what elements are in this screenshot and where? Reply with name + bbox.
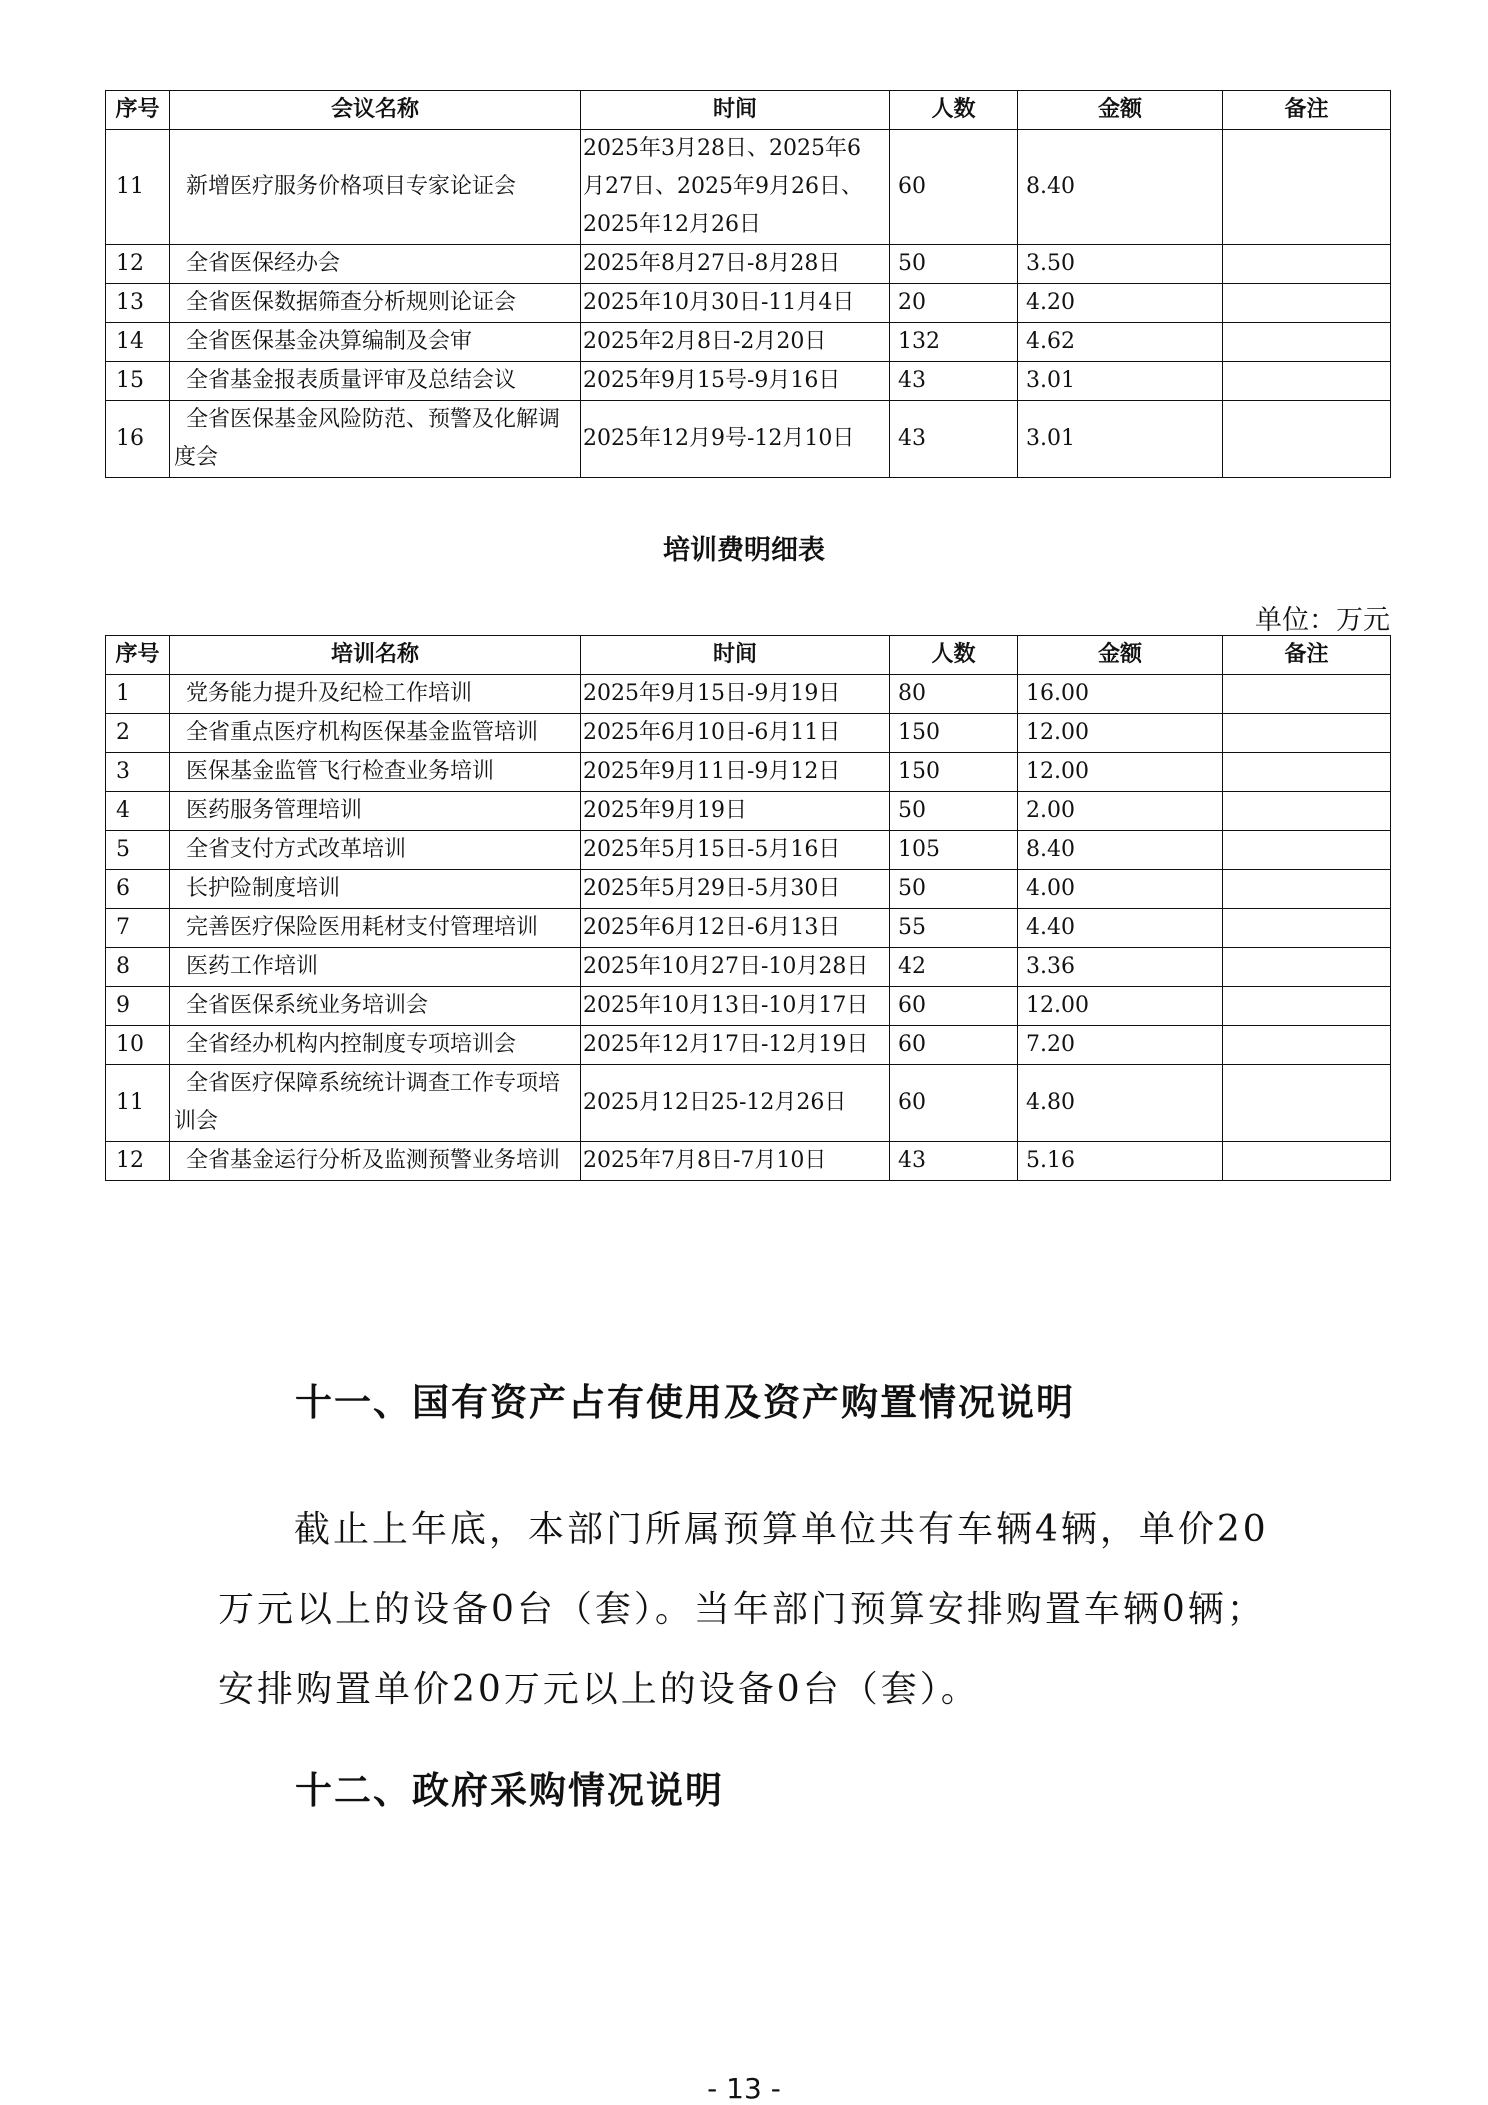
cell-note bbox=[1223, 831, 1391, 870]
cell-time: 2025年6月10日-6月11日 bbox=[581, 714, 890, 753]
cell-no: 11 bbox=[106, 130, 170, 245]
cell-note bbox=[1223, 323, 1391, 362]
cell-people: 43 bbox=[890, 401, 1018, 478]
col-header: 备注 bbox=[1223, 91, 1391, 130]
col-header: 人数 bbox=[890, 91, 1018, 130]
cell-name: 医药工作培训 bbox=[186, 954, 319, 979]
cell-no: 2 bbox=[106, 714, 170, 753]
col-header: 金额 bbox=[1018, 91, 1223, 130]
table-row bbox=[106, 831, 1391, 870]
cell-no: 7 bbox=[106, 909, 170, 948]
cell-people: 150 bbox=[890, 753, 1018, 792]
col-header: 会议名称 bbox=[170, 91, 581, 130]
cell-no: 15 bbox=[106, 362, 170, 401]
cell-people: 42 bbox=[890, 948, 1018, 987]
table-row bbox=[106, 1065, 1391, 1142]
table-row bbox=[106, 753, 1391, 792]
table-row bbox=[106, 987, 1391, 1026]
cell-name: 医保基金监管飞行检查业务培训 bbox=[186, 759, 495, 784]
cell-time: 2025年2月8日-2月20日 bbox=[581, 323, 890, 362]
cell-amount: 8.40 bbox=[1018, 831, 1223, 870]
cell-note bbox=[1223, 1026, 1391, 1065]
cell-people: 60 bbox=[890, 1026, 1018, 1065]
cell-note bbox=[1223, 362, 1391, 401]
col-header: 序号 bbox=[106, 636, 170, 675]
cell-time: 2025年10月13日-10月17日 bbox=[581, 987, 890, 1026]
assets-paragraph: 截止上年底，本部门所属预算单位共有车辆4辆，单价20万元以上的设备0台（套）。当年部门预算安排购置车辆0辆；安排购置单价20万元以上的设备0台（套）。 bbox=[218, 1509, 1269, 1710]
cell-amount: 7.20 bbox=[1018, 1026, 1223, 1065]
cell-note bbox=[1223, 870, 1391, 909]
cell-amount: 2.00 bbox=[1018, 792, 1223, 831]
cell-time: 2025年10月27日-10月28日 bbox=[581, 948, 890, 987]
table-row bbox=[106, 1142, 1391, 1181]
cell-no: 8 bbox=[106, 948, 170, 987]
cell-name: 医药服务管理培训 bbox=[186, 798, 363, 823]
cell-people: 132 bbox=[890, 323, 1018, 362]
cell-no: 12 bbox=[106, 245, 170, 284]
cell-amount: 12.00 bbox=[1018, 753, 1223, 792]
cell-people: 55 bbox=[890, 909, 1018, 948]
cell-people: 50 bbox=[890, 792, 1018, 831]
table-row bbox=[106, 284, 1391, 323]
cell-no: 12 bbox=[106, 1142, 170, 1181]
cell-amount: 3.01 bbox=[1018, 362, 1223, 401]
cell-people: 50 bbox=[890, 245, 1018, 284]
cell-name: 党务能力提升及纪检工作培训 bbox=[186, 681, 473, 706]
col-header: 时间 bbox=[581, 636, 890, 675]
section-heading-procurement: 十二、政府采购情况说明 bbox=[295, 1768, 724, 1812]
training-table bbox=[105, 635, 1391, 1181]
cell-amount: 4.40 bbox=[1018, 909, 1223, 948]
cell-no: 3 bbox=[106, 753, 170, 792]
table-row bbox=[106, 870, 1391, 909]
cell-time: 2025年5月15日-5月16日 bbox=[581, 831, 890, 870]
col-header: 备注 bbox=[1223, 636, 1391, 675]
col-header: 时间 bbox=[581, 91, 890, 130]
table-row bbox=[106, 675, 1391, 714]
cell-people: 150 bbox=[890, 714, 1018, 753]
cell-time: 2025年9月15日-9月19日 bbox=[581, 675, 890, 714]
cell-people: 20 bbox=[890, 284, 1018, 323]
cell-amount: 4.20 bbox=[1018, 284, 1223, 323]
cell-name: 新增医疗服务价格项目专家论证会 bbox=[186, 174, 517, 199]
cell-amount: 4.80 bbox=[1018, 1065, 1223, 1142]
cell-note bbox=[1223, 792, 1391, 831]
cell-time: 2025年9月11日-9月12日 bbox=[581, 753, 890, 792]
cell-people: 43 bbox=[890, 362, 1018, 401]
cell-no: 1 bbox=[106, 675, 170, 714]
cell-people: 105 bbox=[890, 831, 1018, 870]
cell-name: 全省医保系统业务培训会 bbox=[186, 993, 429, 1018]
cell-name: 全省医保数据筛查分析规则论证会 bbox=[186, 290, 517, 315]
cell-note bbox=[1223, 1065, 1391, 1142]
cell-name: 完善医疗保险医用耗材支付管理培训 bbox=[186, 915, 539, 940]
cell-no: 14 bbox=[106, 323, 170, 362]
cell-time: 2025年12月17日-12月19日 bbox=[581, 1026, 890, 1065]
cell-people: 60 bbox=[890, 1065, 1018, 1142]
cell-people: 60 bbox=[890, 130, 1018, 245]
cell-name: 全省重点医疗机构医保基金监管培训 bbox=[186, 720, 539, 745]
cell-time: 2025年9月15号-9月16日 bbox=[581, 362, 890, 401]
table-row bbox=[106, 909, 1391, 948]
cell-time: 2025年10月30日-11月4日 bbox=[581, 284, 890, 323]
cell-note bbox=[1223, 675, 1391, 714]
cell-time: 2025年3月28日、2025年6月27日、2025年9月26日、2025年12月26日 bbox=[583, 136, 863, 237]
cell-name: 全省支付方式改革培训 bbox=[186, 837, 407, 862]
training-table-title: 培训费明细表 bbox=[663, 535, 825, 566]
cell-name: 全省医疗保障系统统计调查工作专项培训会 bbox=[174, 1071, 561, 1134]
cell-no: 4 bbox=[106, 792, 170, 831]
cell-name: 长护险制度培训 bbox=[186, 876, 341, 901]
col-header: 培训名称 bbox=[170, 636, 581, 675]
table-row bbox=[106, 130, 1391, 245]
cell-note bbox=[1223, 401, 1391, 478]
cell-time: 2025月12日25-12月26日 bbox=[581, 1065, 890, 1142]
cell-no: 13 bbox=[106, 284, 170, 323]
cell-note bbox=[1223, 714, 1391, 753]
cell-time: 2025年12月9号-12月10日 bbox=[581, 401, 890, 478]
table-row bbox=[106, 323, 1391, 362]
cell-people: 43 bbox=[890, 1142, 1018, 1181]
cell-time: 2025年9月19日 bbox=[581, 792, 890, 831]
cell-time: 2025年8月27日-8月28日 bbox=[581, 245, 890, 284]
cell-amount: 12.00 bbox=[1018, 714, 1223, 753]
cell-amount: 5.16 bbox=[1018, 1142, 1223, 1181]
cell-note bbox=[1223, 130, 1391, 245]
cell-amount: 16.00 bbox=[1018, 675, 1223, 714]
cell-note bbox=[1223, 245, 1391, 284]
table-row bbox=[106, 1026, 1391, 1065]
cell-no: 11 bbox=[106, 1065, 170, 1142]
section-heading-assets: 十一、国有资产占有使用及资产购置情况说明 bbox=[295, 1380, 1075, 1424]
cell-people: 60 bbox=[890, 987, 1018, 1026]
cell-name: 全省经办机构内控制度专项培训会 bbox=[186, 1032, 517, 1057]
cell-no: 6 bbox=[106, 870, 170, 909]
cell-no: 9 bbox=[106, 987, 170, 1026]
cell-amount: 8.40 bbox=[1018, 130, 1223, 245]
table-row bbox=[106, 362, 1391, 401]
page-number: - 13 - bbox=[707, 2072, 781, 2105]
cell-name: 全省医保基金决算编制及会审 bbox=[186, 329, 473, 354]
table-row bbox=[106, 948, 1391, 987]
cell-people: 80 bbox=[890, 675, 1018, 714]
cell-name: 全省医保基金风险防范、预警及化解调度会 bbox=[174, 407, 561, 470]
table-row bbox=[106, 714, 1391, 753]
cell-note bbox=[1223, 987, 1391, 1026]
cell-note bbox=[1223, 753, 1391, 792]
col-header: 序号 bbox=[106, 91, 170, 130]
unit-label: 单位：万元 bbox=[1255, 605, 1390, 636]
col-header: 人数 bbox=[890, 636, 1018, 675]
cell-name: 全省基金运行分析及监测预警业务培训 bbox=[186, 1148, 561, 1173]
cell-name: 全省医保经办会 bbox=[186, 251, 341, 276]
cell-amount: 4.62 bbox=[1018, 323, 1223, 362]
cell-note bbox=[1223, 1142, 1391, 1181]
table-header-row bbox=[106, 91, 1391, 130]
cell-name: 全省基金报表质量评审及总结会议 bbox=[186, 368, 517, 393]
cell-note bbox=[1223, 909, 1391, 948]
table-header-row bbox=[106, 636, 1391, 675]
cell-amount: 4.00 bbox=[1018, 870, 1223, 909]
cell-amount: 12.00 bbox=[1018, 987, 1223, 1026]
meeting-table bbox=[105, 90, 1391, 478]
table-row bbox=[106, 245, 1391, 284]
cell-time: 2025年7月8日-7月10日 bbox=[581, 1142, 890, 1181]
cell-time: 2025年6月12日-6月13日 bbox=[581, 909, 890, 948]
cell-note bbox=[1223, 948, 1391, 987]
cell-amount: 3.50 bbox=[1018, 245, 1223, 284]
cell-no: 16 bbox=[106, 401, 170, 478]
cell-time: 2025年5月29日-5月30日 bbox=[581, 870, 890, 909]
cell-no: 5 bbox=[106, 831, 170, 870]
table-row bbox=[106, 401, 1391, 478]
table-row bbox=[106, 792, 1391, 831]
cell-amount: 3.36 bbox=[1018, 948, 1223, 987]
cell-note bbox=[1223, 284, 1391, 323]
col-header: 金额 bbox=[1018, 636, 1223, 675]
cell-people: 50 bbox=[890, 870, 1018, 909]
cell-amount: 3.01 bbox=[1018, 401, 1223, 478]
cell-no: 10 bbox=[106, 1026, 170, 1065]
